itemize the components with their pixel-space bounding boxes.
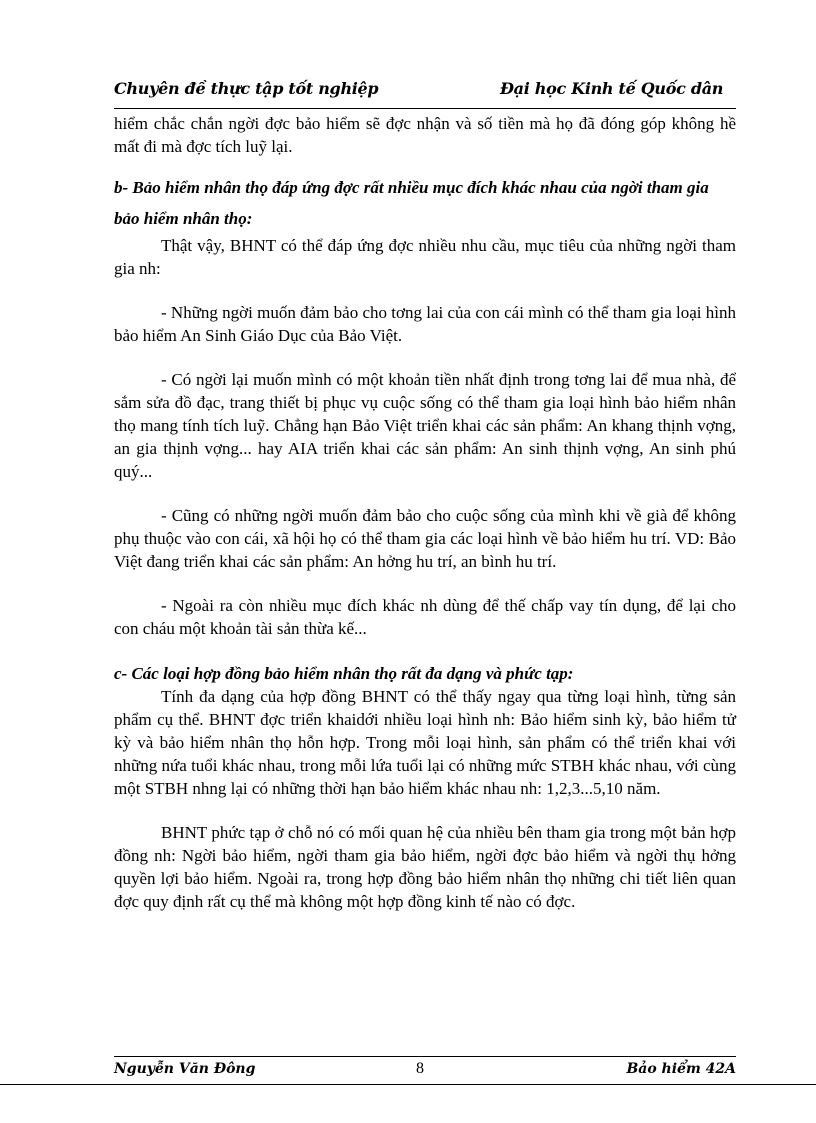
paragraph: Thật vậy, BHNT có thể đáp ứng đợc nhiều nhu cầu, mục tiêu của những ngời tham gia nh: [114,236,736,278]
header-rule [114,108,736,109]
header-university: Đại học Kinh tế Quốc dân [500,79,724,98]
paragraph: BHNT phức tạp ở chỗ nó có mối quan hệ của nhiều bên tham gia trong một bản hợp đồng nh: Ngời bảo hiểm, ngời tham gia bảo hiểm, ngời đợc bảo hiểm và ngời thụ hởng quyền lợi bảo hiểm. Ngoài ra, trong hợp đồng bảo hiểm nhân thọ những chi tiết liên quan đợc quy định rất cụ thể mà không một hợp đồng kinh tế nào có đợc. [114,823,736,911]
paragraph-continuation: hiểm chắc chắn ngời đợc bảo hiểm sẽ đợc nhận và số tiền mà họ đã đóng góp không hề mất đi mà đợc tích luỹ lại. [114,114,736,156]
section-heading-b: b- Bảo hiểm nhân thọ đáp ứng đợc rất nhiều mục đích khác nhau của ngời tham gia bảo hiểm nhân thọ: [114,178,709,228]
body-text [114,112,736,913]
header-course-title: Chuyên đề thực tập tốt nghiệp [114,79,379,98]
footer-author: Nguyễn Văn Đông [114,1061,256,1077]
footer-bottom-rule [0,1084,816,1085]
paragraph-bullet: - Ngoài ra còn nhiều mục đích khác nh dùng để thế chấp vay tín dụng, để lại cho con cháu một khoản tài sản thừa kế... [114,596,736,638]
paragraph-bullet: - Có ngời lại muốn mình có một khoản tiền nhất định trong tơng lai để mua nhà, để sắm sửa đồ đạc, trang thiết bị phục vụ cuộc sống có thể tham gia loại hình bảo hiểm nhân thọ mang tính tích luỹ. Chẳng hạn Bảo Việt triển khai các sản phẩm: An khang thịnh vợng, an gia thịnh vợng... hay AIA triển khai các sản phẩm: An sinh thịnh vợng, An sinh phú quý... [114,370,736,481]
paragraph-bullet: - Những ngời muốn đảm bảo cho tơng lai của con cái mình có thể tham gia loại hình bảo hiểm An Sinh Giáo Dục của Bảo Việt. [114,303,736,345]
paragraph: Tính đa dạng của hợp đồng BHNT có thể thấy ngay qua từng loại hình, từng sản phẩm cụ thể. BHNT đợc triển khaidới nhiều loại hình nh: Bảo hiểm sinh kỳ, bảo hiểm tử kỳ và bảo hiểm nhân thọ hỗn hợp. Trong mỗi loại hình, sản phẩm có thể triển khai với những nứa tuổi khác nhau, trong mỗi lứa tuổi lại có những mức STBH khác nhau, với cùng một STBH nhng lại có những thời hạn bảo hiểm khác nhau nh: 1,2,3...5,10 năm. [114,687,736,798]
footer-class: Bảo hiểm 42A [626,1061,736,1077]
footer-rule [114,1056,736,1057]
page-number: 8 [416,1060,424,1077]
section-heading-c: c- Các loại hợp đồng bảo hiểm nhân thọ rất đa dạng và phức tạp: [114,664,574,683]
paragraph-bullet: - Cũng có những ngời muốn đảm bảo cho cuộc sống của mình khi về già để không phụ thuộc vào con cái, xã hội họ có thể tham gia các loại hình về bảo hiểm hu trí. VD: Bảo Việt đang triển khai các sản phẩm: An hởng hu trí, an bình hu trí. [114,506,736,571]
